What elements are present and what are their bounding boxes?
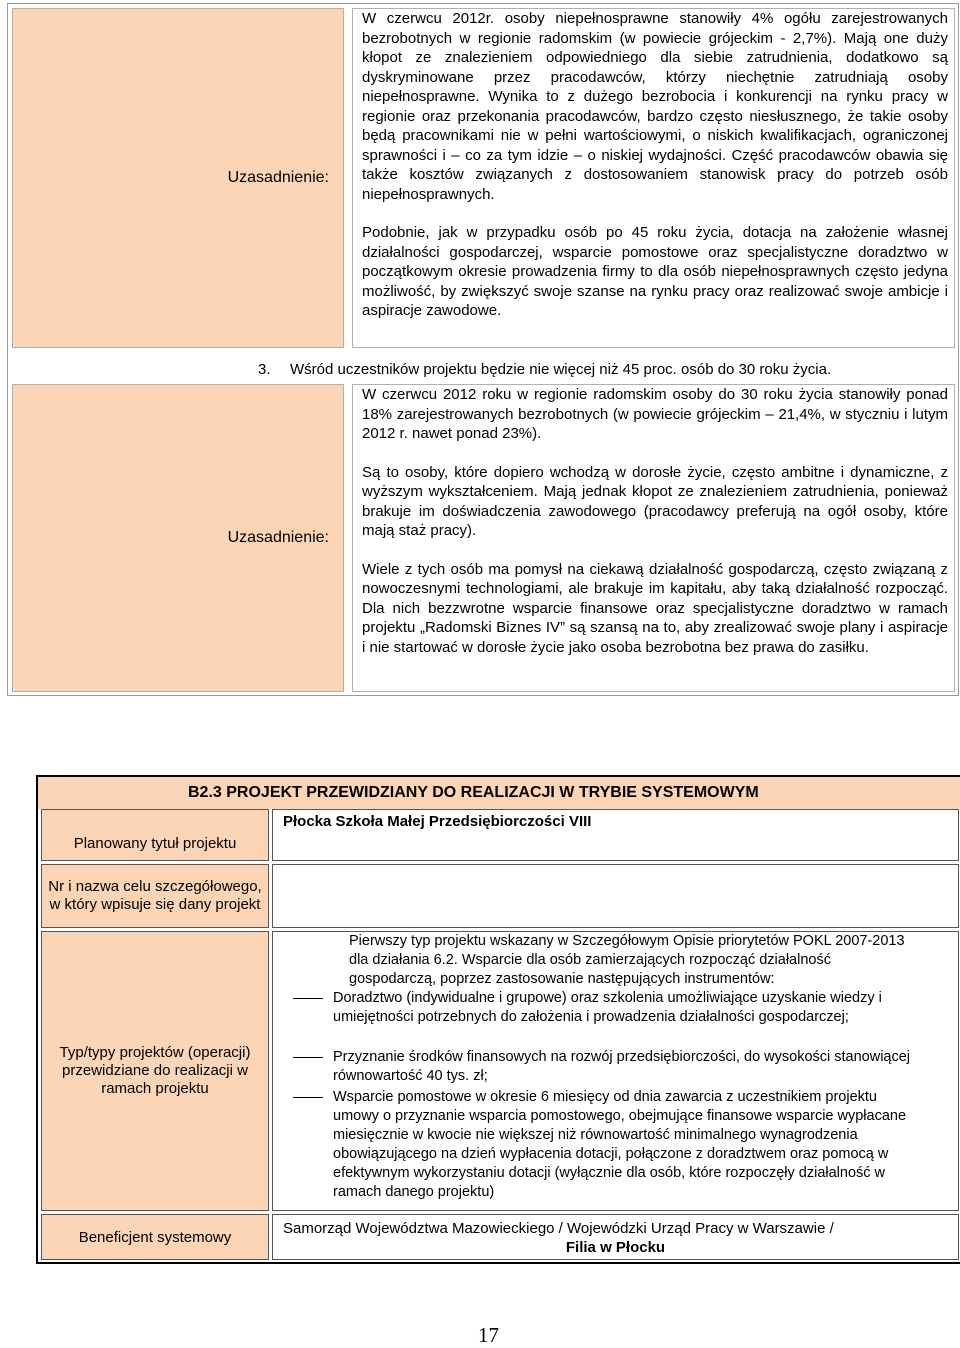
planned-title-label: Planowany tytuł projektu (41, 809, 269, 861)
objective-cell (272, 864, 959, 928)
project-type-label: Typ/typy projektów (operacji) przewidziane do realizacji w ramach projektu (41, 931, 269, 1211)
justification-label: Uzasadnienie: (227, 169, 329, 186)
justification-label-cell-2 (12, 384, 344, 692)
justification-paragraph: Są to osoby, które dopiero wchodzą w dorosłe życie, często ambitne i dynamiczne, z wyższym wykształceniem. Mają jednak kłopot ze znalezieniem zatrudnienia, ponieważ brakuje im doświadczenia zawodowego (pracodawcy preferują na ogół osoby, które mają staż pracy). (362, 463, 948, 539)
justification-label-cell-1 (12, 8, 344, 348)
criterion-3 (258, 360, 958, 380)
page-number: 17 (478, 1323, 499, 1347)
objective-label: Nr i nazwa celu szczegółowego, w który wpisuje się dany projekt (41, 864, 269, 928)
planned-title-cell (272, 809, 959, 861)
justification-paragraph: Podobnie, jak w przypadku osób po 45 roku życia, dotacja na założenie własnej działalności gospodarczej, wsparcie pomostowe oraz specjalistyczne doradztwo w początkowym okresie prowadzenia firmy to dla osób niepełnosprawnych często jedyna możliwość, by zwiększyć swoje szanse na rynku pracy oraz realizować swoje ambicje i aspiracje zawodowe. (362, 224, 948, 319)
justification-paragraph: Wiele z tych osób ma pomysł na ciekawą działalność gospodarczą, często związaną z nowoczesnymi technologiami, ale brakuje im kapitału, aby taką działalność rozpocząć. Dla nich bezzwrotne wsparcie finansowe oraz specjalistyczne doradztwo w ramach projektu „Radomski Biznes IV” są szansą na to, aby zrealizować swoje plany i aspiracje i nie startować w dorosłe życie jako osoba bezrobotna bez prawa do zasiłku. (362, 560, 948, 656)
list-item: Doradztwo (indywidualne i grupowe) oraz szkolenia umożliwiające uzyskanie wiedzy i umiejętności potrzebnych do założenia i prowadzenia działalności gospodarczej; (293, 989, 913, 1027)
dash-bullet-icon (293, 1097, 323, 1098)
project-type-cell (272, 931, 959, 1211)
list-item: Przyznanie środków finansowych na rozwój przedsiębiorczości, do wysokości stanowiącej równowartość 40 tys. zł; (293, 1048, 913, 1086)
dash-bullet-icon (293, 1057, 323, 1058)
planned-title-value: Płocka Szkoła Małej Przedsiębiorczości VIII (283, 813, 592, 830)
beneficiary-branch: Filia w Płocku (565, 1239, 666, 1256)
justification-text-2 (352, 384, 955, 692)
beneficiary-value: Samorząd Województwa Mazowieckiego / Wojewódzki Urząd Pracy w Warszawie / (283, 1220, 834, 1237)
b2-heading: B2.3 PROJEKT PRZEWIDZIANY DO REALIZACJI W TRYBIE SYSTEMOWYM (188, 784, 759, 801)
criterion-text: Wśród uczestników projektu będzie nie więcej niż 45 proc. osób do 30 roku życia. (290, 361, 832, 378)
dash-bullet-icon (293, 998, 323, 999)
list-item: Wsparcie pomostowe w okresie 6 miesięcy od dnia zawarcia z uczestnikiem projektu umowy o przyznanie wsparcia pomostowego, obejmujące finansowe wsparcie wypłacane miesięcznie w kwocie nie większej niż równowartość minimalnego wynagrodzenia obowiązującego na dzień wypłacenia dotacji, połączone z doradztwem oraz pomocą w efektywnym wykorzystaniu dotacji (wyłącznie dla osób, które rozpoczęły działalność w ramach danego projektu) (293, 1088, 913, 1202)
justification-paragraph: W czerwcu 2012r. osoby niepełnosprawne stanowiły 4% ogółu zarejestrowanych bezrobotnych w regionie radomskim (w powiecie grójeckim - 2,7%). Mają one duży kłopot ze znalezieniem odpowiedniego dla siebie zatrudnienia, dodatkowo są dyskryminowane przez pracodawców, którzy niechętnie zatrudniają osoby niepełnosprawne. Wynika to z dużego bezrobocia i konkurencji na rynku pracy w regionie oraz przekonania pracodawców, bardzo często niesłusznego, że takie osoby będą pracownikami nie w pełni wartościowymi, o niskich kwalifikacjach, ograniczonej sprawności i – co za tym idzie – o niskiej wydajności. Część pracodawców obawia się także kosztów związanych z dostosowaniem stanowisk pracy do potrzeb osób niepełnosprawnych. (362, 10, 948, 203)
justification-label: Uzasadnienie: (227, 529, 329, 546)
justification-paragraph: W czerwcu 2012 roku w regionie radomskim osoby do 30 roku życia stanowiły ponad 18% zarejestrowanych bezrobotnych (w powiecie grójeckim – 21,4%, w styczniu i lutym 2012 r. nawet ponad 23%). (362, 386, 948, 442)
justification-text-1 (352, 8, 955, 348)
beneficiary-label: Beneficjent systemowy (41, 1214, 269, 1260)
project-type-intro: Pierwszy typ projektu wskazany w Szczegółowym Opisie priorytetów POKL 2007-2013 dla działania 6.2. Wsparcie dla osób zamierzających rozpocząć działalność gospodarczą, poprzez zastosowanie następujących instrumentów: (349, 933, 905, 987)
criterion-number: 3. (258, 361, 271, 378)
beneficiary-cell (272, 1214, 959, 1260)
